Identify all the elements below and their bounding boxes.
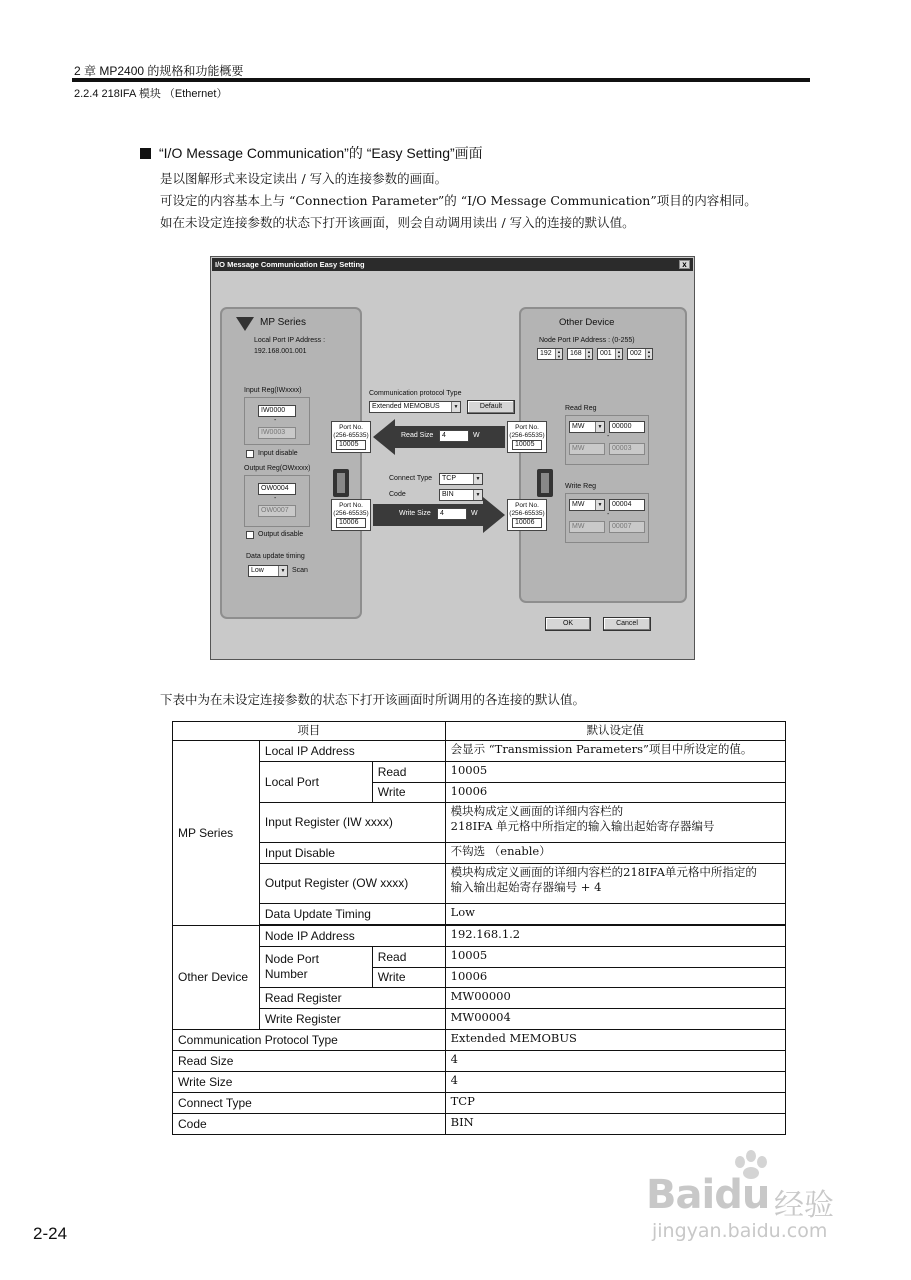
item-cell: Read Size [173,1051,446,1072]
mp-series-panel [220,307,362,619]
read-size-field[interactable]: 4 [439,430,469,442]
code-select[interactable] [439,489,483,501]
mp-connector-icon [333,469,349,497]
section-header: 2.2.4 218IFA 模块 （Ethernet） [74,88,228,100]
item-cell: Connect Type [173,1093,446,1114]
intro-line-3: 如在未设定连接参数的状态下打开该画面，则会自动调用读出 / 写入的连接的默认值。 [160,215,635,230]
watermark-url: jingyan.baidu.com [652,1220,828,1242]
sub-item-cell: Read [372,762,445,783]
protocol-label: Communication protocol Type [369,390,462,397]
item-cell: Node IP Address [259,926,445,947]
node-ip-octet-3-value: 001 [600,350,612,357]
scan-label: Scan [292,567,308,574]
mp-write-port-field[interactable]: 10006 [336,518,366,528]
dialog-title: I/O Message Communication Easy Setting [215,260,365,269]
sub-item-cell: Write [372,968,445,988]
table-row [173,1051,786,1072]
port-range: (256-65535) [333,432,369,439]
write-size-unit: W [471,510,478,517]
connect-type-value: TCP [442,475,456,482]
mp-logo-icon [236,317,254,331]
output-reg-label: Output Reg(OWxxxx) [244,465,311,472]
table-header-row [173,722,786,741]
other-device-title: Other Device [559,317,615,328]
read-reg-type-select[interactable] [569,421,605,433]
node-ip-label: Node Port IP Address : (0-255) [539,337,635,344]
table-row [173,843,786,864]
table-row [173,926,786,947]
mp-read-port-box [331,421,371,453]
mp-series-title: MP Series [260,317,306,328]
item-cell: Write Size [173,1072,446,1093]
other-device-group-cell: Other Device [173,926,260,1030]
node-ip-octet-1[interactable] [537,348,563,360]
item-cell [259,947,372,988]
update-timing-label: Data update timing [246,553,305,560]
baidu-watermark [646,1150,866,1250]
code-label: Code [389,491,406,498]
write-reg-dash: - [607,511,610,518]
spin-arrows-icon[interactable]: ▲ ▼ [555,349,562,359]
item-cell: Local Port [259,762,372,803]
input-disable-checkbox[interactable] [246,450,254,458]
ok-button[interactable]: OK [545,617,591,631]
update-timing-select[interactable] [248,565,288,577]
value-cell: 会显示 “Transmission Parameters”项目中所设定的值。 [445,741,785,762]
write-reg-label: Write Reg [565,483,596,490]
section-heading [140,143,483,163]
item-line: Node Port [264,952,319,966]
output-reg-dash: - [274,495,277,502]
node-ip-octet-2-value: 168 [570,350,582,357]
local-ip-label: Local Port IP Address : [254,337,326,344]
table-row [173,1114,786,1135]
port-label: Port No. [339,424,363,431]
table-row [173,762,786,783]
write-reg-end-field: 00007 [609,521,645,533]
output-disable-label: Output disable [258,531,304,538]
port-range: (256-65535) [509,432,545,439]
col-default-header: 默认设定值 [445,722,785,741]
other-device-panel [519,307,687,603]
value-cell: Extended MEMOBUS [445,1030,785,1051]
sub-item-cell: Write [372,783,445,803]
item-cell: Write Register [259,1009,445,1030]
table-row [173,864,786,904]
table-row [173,988,786,1009]
read-reg-label: Read Reg [565,405,597,412]
header-rule [72,78,810,82]
read-reg-type-value: MW [572,423,585,430]
write-size-field[interactable]: 4 [437,508,467,520]
node-ip-octet-4[interactable] [627,348,653,360]
value-cell: MW00000 [445,988,785,1009]
item-cell: Input Register (IW xxxx) [259,803,445,843]
item-cell: Local IP Address [259,741,445,762]
write-size-label: Write Size [399,510,431,517]
value-cell: TCP [445,1093,785,1114]
value-cell [445,864,785,904]
output-disable-checkbox[interactable] [246,531,254,539]
value-cell: MW00004 [445,1009,785,1030]
input-disable-label: Input disable [258,450,298,457]
value-cell: 10006 [445,783,785,803]
port-label: Port No. [515,424,539,431]
protocol-value: Extended MEMOBUS [372,403,440,410]
input-reg-end-field: IW0003 [258,427,296,439]
chevron-down-icon: ▼ [473,490,482,500]
node-ip-octet-3[interactable] [597,348,623,360]
input-reg-field[interactable]: IW0000 [258,405,296,417]
node-ip-octet-1-value: 192 [540,350,552,357]
node-ip-octet-2[interactable] [567,348,593,360]
other-read-port-box [507,421,547,453]
port-label: Port No. [515,502,539,509]
col-item-header: 项目 [173,722,446,741]
port-range: (256-65535) [509,510,545,517]
value-cell [445,803,785,843]
other-connector-icon [537,469,553,497]
table-row [173,803,786,843]
write-reg-type-select[interactable] [569,499,605,511]
spin-arrows-icon[interactable]: ▲ ▼ [585,349,592,359]
item-cell: Data Update Timing [259,904,445,925]
mp-write-port-box [331,499,371,531]
table-row [173,1030,786,1051]
value-cell: Low [445,904,785,925]
default-button[interactable]: Default [467,400,515,414]
square-bullet-icon [140,148,151,159]
intro-line-1: 是以图解形式来设定读出 / 写入的连接参数的画面。 [160,171,448,186]
value-cell: 4 [445,1072,785,1093]
sub-item-cell: Read [372,947,445,968]
value-cell: 10005 [445,947,785,968]
spin-arrows-icon[interactable]: ▲ ▼ [645,349,652,359]
item-cell: Read Register [259,988,445,1009]
chevron-down-icon: ▼ [595,422,604,432]
table-row [173,1072,786,1093]
item-cell: Input Disable [259,843,445,864]
read-reg-dash: - [607,433,610,440]
dialog-close-button[interactable]: x [679,260,690,269]
read-size-label: Read Size [401,432,434,439]
value-cell: 10006 [445,968,785,988]
value-line: 模块构成定义画面的详细内容栏的 [450,804,624,818]
chapter-header: 2 章 MP2400 的规格和功能概要 [74,64,244,78]
value-cell: 4 [445,1051,785,1072]
value-cell: 10005 [445,762,785,783]
node-ip-octet-4-value: 002 [630,350,642,357]
spin-arrows-icon[interactable]: ▲ ▼ [615,349,622,359]
other-write-port-box [507,499,547,531]
write-reg-start-field[interactable]: 00004 [609,499,645,511]
value-cell: 192.168.1.2 [445,926,785,947]
value-cell: 不钩选 （enable） [445,843,785,864]
intro-line-2: 可设定的内容基本上与 “Connection Parameter”的 “I/O Message Communication”项目的内容相同。 [160,193,757,208]
value-line: 218IFA 单元格中所指定的输入输出起始寄存器编号 [450,819,715,833]
read-reg-end-field: 00003 [609,443,645,455]
chevron-down-icon: ▼ [595,500,604,510]
chevron-down-icon: ▼ [473,474,482,484]
code-value: BIN [442,491,454,498]
local-ip-value: 192.168.001.001 [254,348,307,355]
item-line: Number [264,967,308,981]
write-reg-type-value: MW [572,501,585,508]
table-row [173,947,786,968]
input-reg-label: Input Reg(IWxxxx) [244,387,302,394]
value-line: 模块构成定义画面的详细内容栏的218IFA单元格中所指定的 [450,865,757,879]
table-row [173,904,786,925]
read-size-unit: W [473,432,480,439]
read-reg-end-type: MW [569,443,605,455]
mp-read-port-field[interactable]: 10005 [336,440,366,450]
chevron-down-icon: ▼ [451,402,460,412]
item-cell: Output Register (OW xxxx) [259,864,445,904]
read-reg-start-field[interactable]: 00000 [609,421,645,433]
input-reg-dash: - [274,417,277,424]
port-range: (256-65535) [333,510,369,517]
connect-type-label: Connect Type [389,475,433,482]
watermark-main: Baidu [646,1172,770,1218]
table-row [173,741,786,762]
table-row [173,1093,786,1114]
protocol-select[interactable] [369,401,461,413]
mp-series-group-cell: MP Series [173,741,260,926]
value-line: 输入输出起始寄存器编号 + 4 [450,880,602,894]
dialog-title-bar [212,258,693,271]
table-caption: 下表中为在未设定连接参数的状态下打开该画面时所调用的各连接的默认值。 [160,692,586,707]
table-row [173,1009,786,1030]
page-number: 2-24 [33,1224,68,1243]
default-values-table [172,721,786,1135]
section-heading-text: “I/O Message Communication”的 “Easy Setting”画面 [159,145,483,161]
chevron-down-icon: ▼ [278,566,287,576]
output-reg-end-field: OW0007 [258,505,296,517]
write-reg-end-type: MW [569,521,605,533]
update-timing-value: Low [251,567,264,574]
easy-setting-dialog [210,256,695,660]
port-label: Port No. [339,502,363,509]
item-cell: Code [173,1114,446,1135]
item-cell: Communication Protocol Type [173,1030,446,1051]
other-write-port-field[interactable]: 10006 [512,518,542,528]
other-read-port-field[interactable]: 10005 [512,440,542,450]
cancel-button[interactable]: Cancel [603,617,651,631]
watermark-cn: 经验 [774,1188,834,1223]
connect-type-select[interactable] [439,473,483,485]
value-cell: BIN [445,1114,785,1135]
output-reg-field[interactable]: OW0004 [258,483,296,495]
